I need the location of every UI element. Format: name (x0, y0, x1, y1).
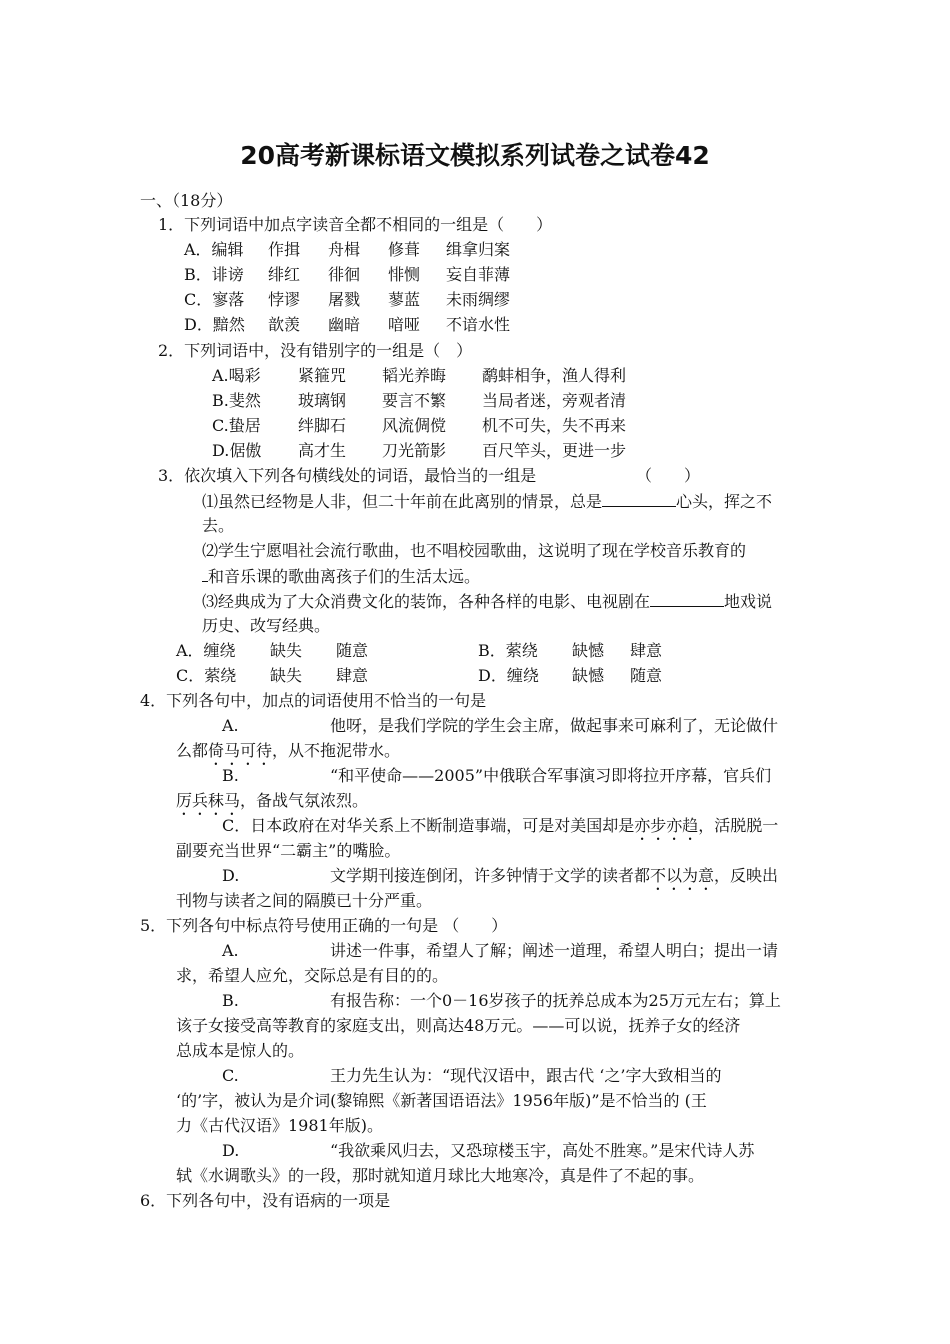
fill-blank (650, 590, 724, 607)
q3-sentence-3-cont: 历史、改写经典。 (202, 616, 331, 635)
q5-stem: 5．下列各句中标点符号使用正确的一句是 （ ） (140, 916, 508, 935)
dotted-phrase: 倚马可待 (208, 741, 273, 760)
q4-option-a-line2: 么都倚马可待，从不拖泥带水。 (176, 741, 401, 760)
q5-label-b: B. (222, 991, 239, 1010)
q3-stem: 3．依次填入下列各句横线处的词语，最恰当的一组是 (158, 466, 537, 485)
q4-option-d-line2: 刊物与读者之间的隔膜已十分严重。 (176, 891, 433, 910)
q4-option-b-line1: “和平使命——2005”中俄联合军事演习即将拉开序幕，官兵们 (330, 766, 772, 785)
q3-sentence-3: ⑶经典成为了大众消费文化的装饰，各种各样的电影、电视剧在 地戏说 (202, 592, 773, 611)
q5-option-c-line1: 王力先生认为：“现代汉语中，跟古代 ‘之’字大致相当的 (330, 1066, 722, 1085)
q5-label-a: A. (222, 941, 239, 960)
q5-label-c: C. (222, 1066, 239, 1085)
q4-label-b: B. (222, 766, 239, 785)
q5-option-a-line2: 求，希望人应允，交际总是有目的的。 (176, 966, 449, 985)
q4-stem: 4．下列各句中，加点的词语使用不恰当的一句是 (140, 691, 487, 710)
q4-option-c-line2: 副要充当世界“二霸主”的嘴脸。 (176, 841, 401, 860)
q5-option-c-line2: ‘的’字，被认为是介词(黎锦熙《新著国语语法》1956年版)”是不恰当的 (王 (176, 1091, 707, 1110)
fill-blank (602, 490, 676, 507)
q4-label-d: D. (222, 866, 240, 885)
q3-sentence-2-cont: 和音乐课的歌曲离孩子们的生活太远。 (202, 565, 480, 588)
dotted-phrase: 亦步亦趋 (634, 816, 699, 835)
q1-stem: 1．下列词语中加点字读音全都不相同的一组是（ ） (158, 215, 553, 234)
q5-option-a-line1: 讲述一件事，希望人了解；阐述一道理，希望人明白；提出一请 (330, 941, 779, 960)
q4-option-a-line1: 他呀，是我们学院的学生会主席，做起事来可麻利了，无论做什 (330, 716, 779, 735)
q3-sentence-2: ⑵学生宁愿唱社会流行歌曲，也不唱校园歌曲，这说明了现在学校音乐教育的 (202, 541, 747, 560)
q4-option-c-line1: C．日本政府在对华关系上不断制造事端，可是对美国却是亦步亦趋，活脱脱一 (222, 816, 779, 835)
q5-option-c-line3: 力《古代汉语》1981年版)。 (176, 1116, 383, 1135)
q4-option-d-line1: 文学期刊接连倒闭，许多钟情于文学的读者都不以为意，反映出 (330, 866, 779, 885)
dotted-phrase: 不以为意 (650, 866, 715, 885)
section-heading: 一、（18分） (140, 191, 233, 210)
dotted-phrase: 厉兵秣马 (176, 791, 241, 810)
q3-sentence-1: ⑴虽然已经物是人非，但二十年前在此离别的情景，总是 心头，挥之不 (202, 492, 773, 511)
q6-stem: 6．下列各句中，没有语病的一项是 (140, 1191, 391, 1210)
page-title: 20高考新课标语文模拟系列试卷之试卷42 (240, 141, 710, 170)
q5-option-b-line3: 总成本是惊人的。 (176, 1041, 305, 1060)
q5-option-d-line1: “我欲乘风归去，又恐琼楼玉宇，高处不胜寒。”是宋代诗人苏 (330, 1141, 755, 1160)
q5-option-d-line2: 轼《水调歌头》的一段，那时就知道月球比大地寒冷，真是件了不起的事。 (176, 1166, 705, 1185)
q3-sentence-1-cont: 去。 (202, 516, 235, 535)
q3-answer-paren: （ ） (636, 466, 701, 485)
q4-option-b-line2: 厉兵秣马，备战气氛浓烈。 (176, 791, 369, 810)
q5-option-b-line1: 有报告称：一个0－16岁孩子的抚养总成本为25万元左右；算上 (330, 991, 781, 1010)
q5-option-b-line2: 该子女接受高等教育的家庭支出，则高达48万元。——可以说，抚养子女的经济 (176, 1016, 741, 1035)
q5-label-d: D. (222, 1141, 240, 1160)
q2-stem: 2．下列词语中，没有错别字的一组是（ ） (158, 341, 473, 360)
q4-label-a: A. (222, 716, 239, 735)
